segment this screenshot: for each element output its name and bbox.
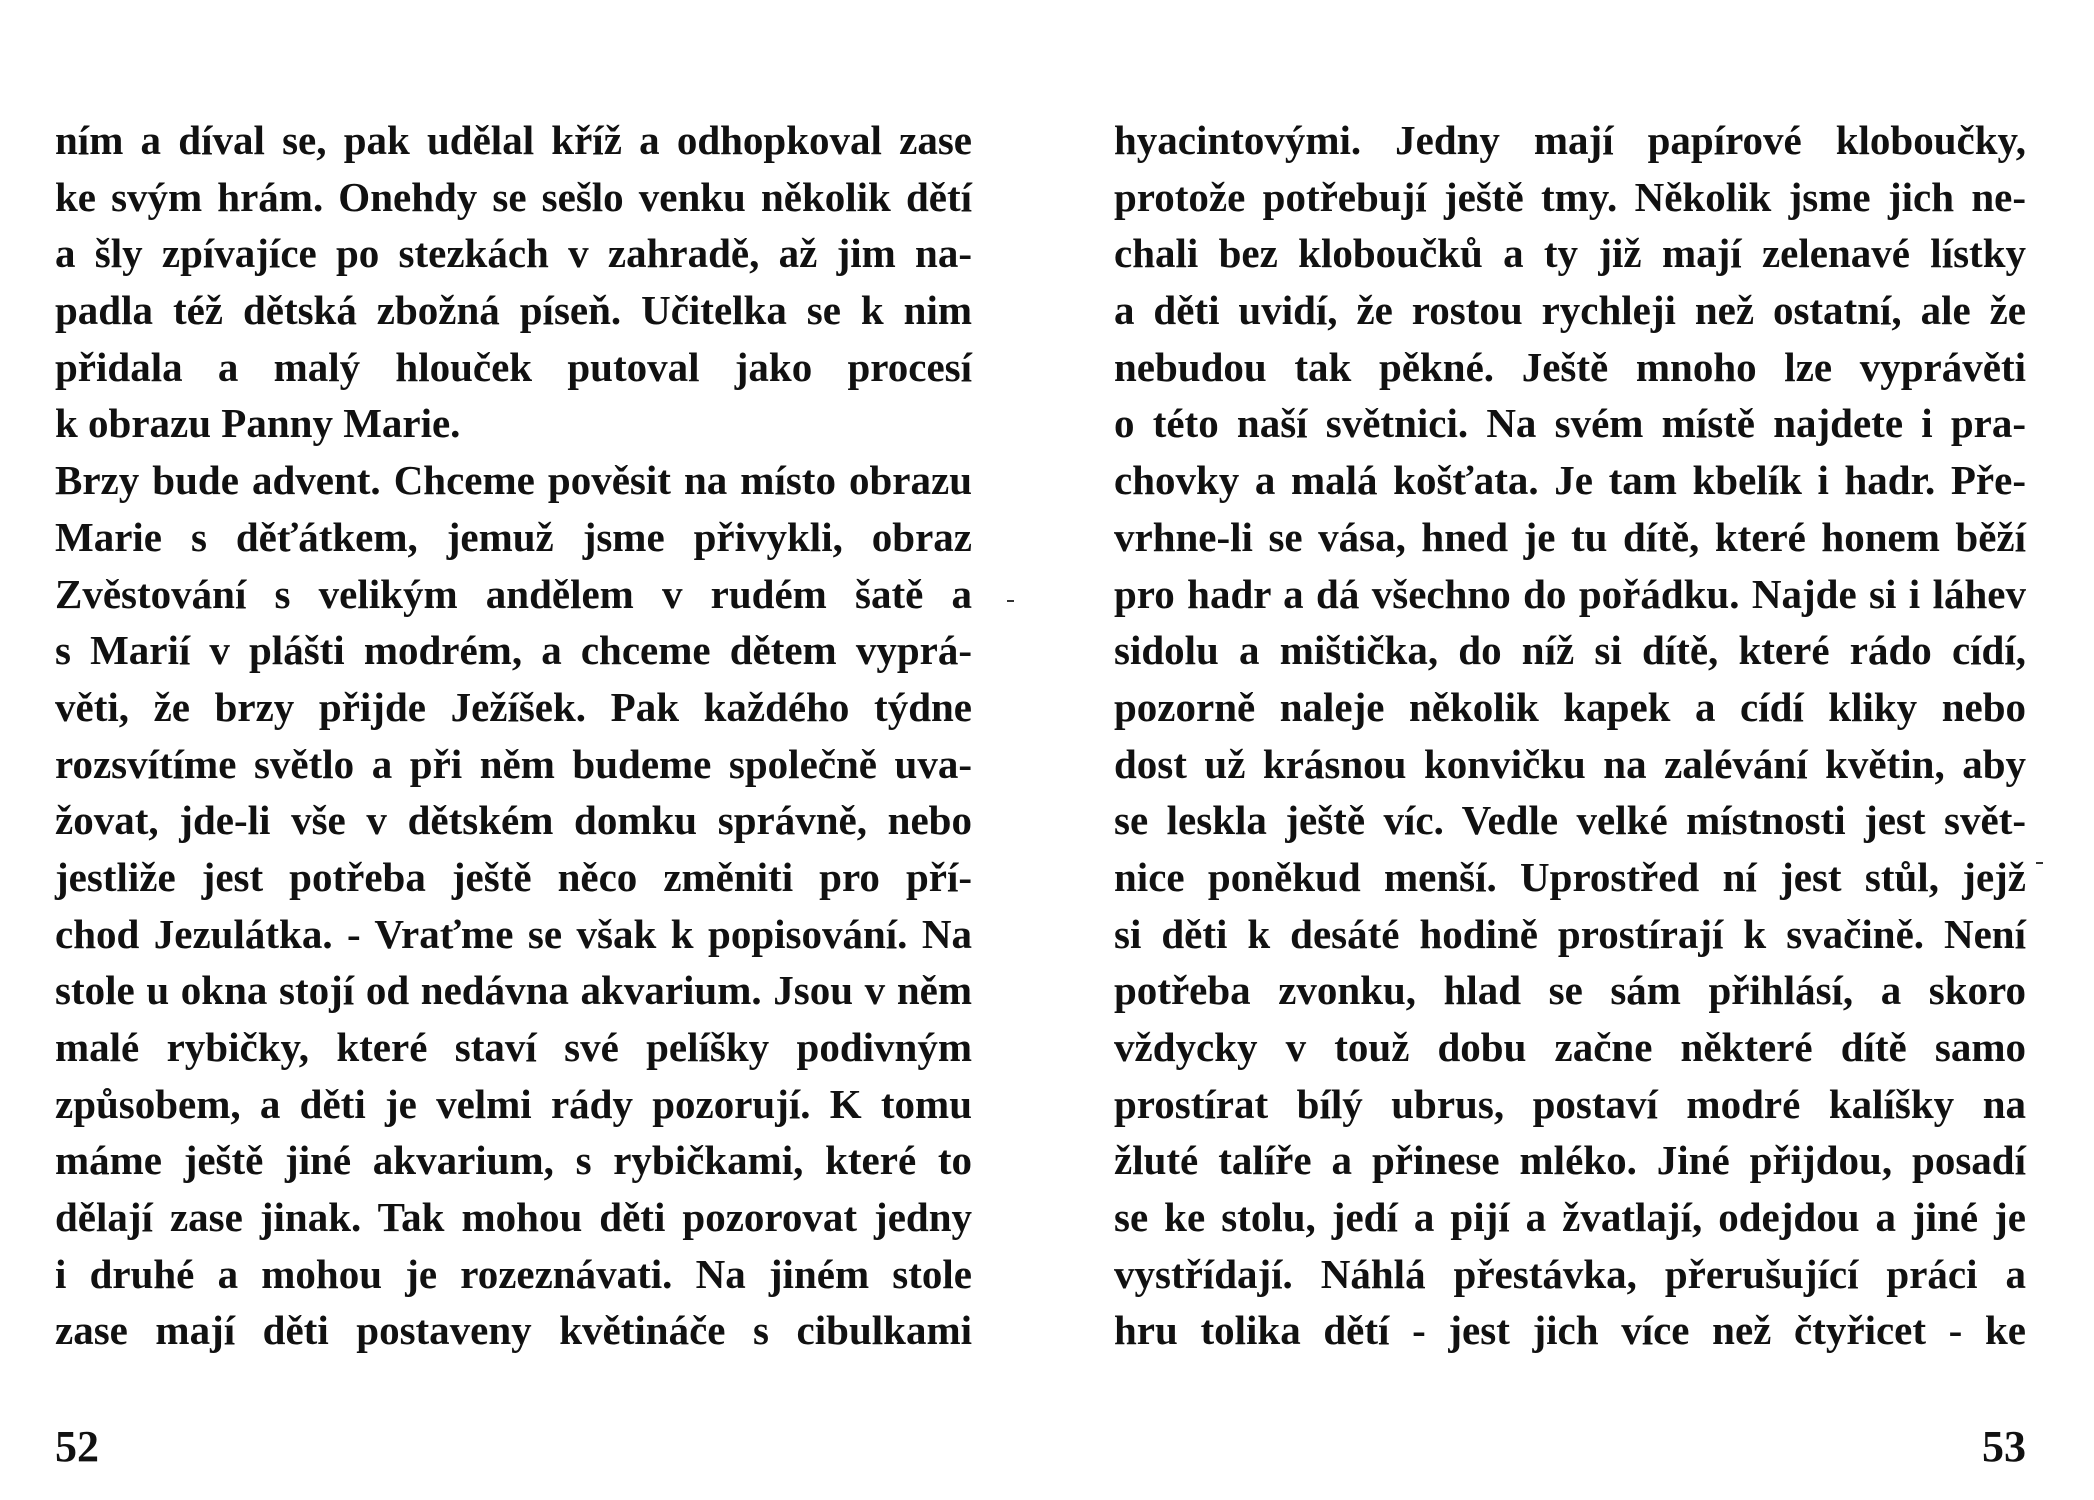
text-line: hru tolika dětí - jest jich více než čtyřicet - ke: [1114, 1307, 2026, 1354]
text-line: a šly zpívajíce po stezkách v zahradě, až jim na-: [55, 230, 972, 277]
text-line: nice poněkud menší. Uprostřed ní jest stůl, jejž: [1114, 853, 2026, 900]
text-line: ke svým hrám. Onehdy se sešlo venku několik dětí: [55, 173, 972, 220]
text-line: Zvěstování s velikým andělem v rudém šatě a: [55, 570, 972, 617]
text-line: Brzy bude advent. Chceme pověsit na místo obrazu: [55, 457, 972, 504]
text-line: ním a díval se, pak udělal kříž a odhopkoval zase: [55, 117, 972, 163]
text-line: rozsvítíme světlo a při něm budeme společně uva-: [55, 740, 972, 787]
text-line: k obrazu Panny Marie.: [55, 400, 461, 447]
text-line: Marie s děťátkem, jemuž jsme přivykli, obraz: [55, 513, 972, 560]
left-page-text: [55, 112, 972, 1359]
text-line: žluté talíře a přinese mléko. Jiné přijdou, posadí: [1114, 1137, 2026, 1184]
text-line: jestliže jest potřeba ještě něco změniti pro pří-: [55, 853, 972, 900]
text-line: sidolu a mištička, do níž si dítě, které rádo cídí,: [1114, 627, 2026, 674]
text-line: si děti k desáté hodině prostírají k svačině. Není: [1114, 910, 2026, 957]
right-page-text: [1114, 112, 2026, 1359]
text-line: i druhé a mohou je rozeznávati. Na jiném stole: [55, 1250, 972, 1297]
text-line: přidala a malý hlouček putoval jako procesí: [55, 343, 972, 390]
text-line: padla též dětská zbožná píseň. Učitelka se k nim: [55, 287, 972, 334]
text-line: s Marií v plášti modrém, a chceme dětem vyprá-: [55, 627, 972, 674]
scan-speck: [1007, 600, 1014, 602]
text-line: se ke stolu, jedí a pijí a žvatlají, odejdou a jiné je: [1114, 1194, 2026, 1241]
text-line: pro hadr a dá všechno do pořádku. Najde si i láhev: [1114, 570, 2026, 617]
text-line: stole u okna stojí od nedávna akvarium. Jsou v něm: [55, 967, 972, 1014]
page-number-left: 52: [55, 1422, 99, 1471]
text-line: vždycky v touž dobu začne některé dítě samo: [1114, 1024, 2026, 1070]
text-line: chovky a malá košťata. Je tam kbelík i hadr. Pře-: [1114, 457, 2026, 504]
text-line: pozorně naleje několik kapek a cídí kliky nebo: [1114, 683, 2026, 730]
text-line: dělají zase jinak. Tak mohou děti pozorovat jedny: [55, 1194, 972, 1241]
text-line: vrhne-li se vása, hned je tu dítě, které honem běží: [1114, 513, 2026, 560]
text-line: žovat, jde-li vše v dětském domku správně, nebo: [55, 797, 972, 844]
text-line: máme ještě jiné akvarium, s rybičkami, které to: [55, 1137, 972, 1184]
text-line: chod Jezulátka. - Vraťme se však k popisování. Na: [55, 910, 972, 957]
text-line: zase mají děti postaveny květináče s cibulkami: [55, 1307, 972, 1354]
text-line: prostírat bílý ubrus, postaví modré kalíšky na: [1114, 1080, 2026, 1127]
text-line: nebudou tak pěkné. Ještě mnoho lze vyprávěti: [1114, 343, 2026, 390]
text-line: vystřídají. Náhlá přestávka, přerušující práci a: [1114, 1250, 2026, 1297]
text-line: se leskla ještě víc. Vedle velké místnosti jest svět-: [1114, 797, 2026, 844]
scan-speck: [2036, 862, 2043, 864]
text-line: a děti uvidí, že rostou rychleji než ostatní, ale že: [1114, 287, 2026, 334]
right-page: [1047, 0, 2094, 1500]
text-line: chali bez kloboučků a ty již mají zelenavé lístky: [1114, 230, 2026, 277]
text-line: hyacintovými. Jedny mají papírové kloboučky,: [1114, 117, 2026, 163]
text-line: malé rybičky, které staví své pelíšky podivným: [55, 1024, 972, 1070]
text-line: potřeba zvonku, hlad se sám přihlásí, a skoro: [1114, 967, 2026, 1014]
text-line: způsobem, a děti je velmi rády pozorují. K tomu: [55, 1080, 972, 1127]
text-line: dost už krásnou konvičku na zalévání květin, aby: [1114, 740, 2026, 787]
text-line: o této naší světnici. Na svém místě najdete i pra-: [1114, 400, 2026, 447]
page-number-right: 53: [1982, 1422, 2026, 1471]
text-line: protože potřebují ještě tmy. Několik jsme jich ne-: [1114, 173, 2026, 220]
text-line: věti, že brzy přijde Ježíšek. Pak každého týdne: [55, 683, 972, 730]
